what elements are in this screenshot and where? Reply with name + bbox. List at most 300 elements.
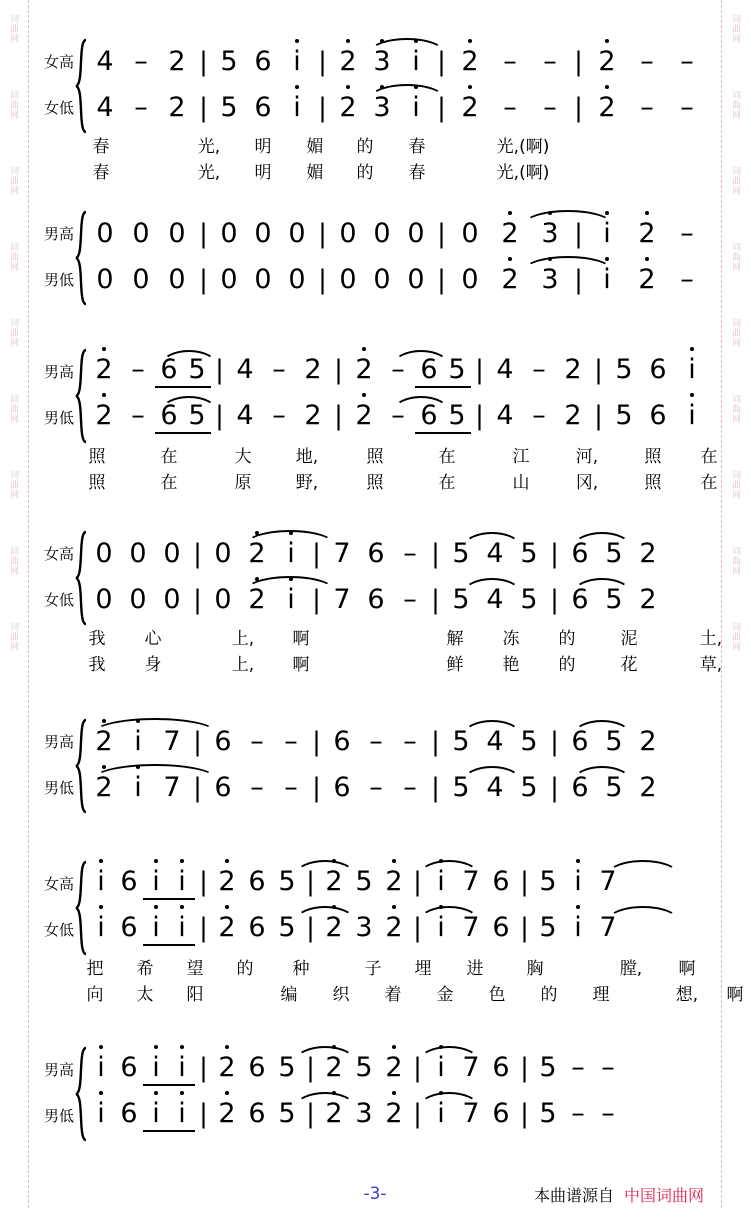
note: 2 [168,91,186,123]
note: 2 [304,354,322,385]
notes-bass [87,1092,720,1138]
voice-label-bass: 男低 [43,270,74,289]
lyrics-line-2: 春 光, 明 媚 的 春 光,(啊) [92,163,550,183]
watermark-text: 词曲网 [731,14,741,44]
note: i [87,912,115,943]
note: – [131,400,145,431]
note: – [403,771,417,803]
barline: | [193,726,202,757]
voice-label-bass: 男低 [43,778,74,797]
note: 2 [639,583,657,615]
credit-prefix: 本曲谱源自 [533,1185,614,1205]
note: 6 [155,400,183,434]
note: 2 [379,1052,409,1083]
barline: | [193,584,202,615]
watermark-text: 词曲网 [9,318,19,348]
stave-row [30,348,720,394]
note: i [426,912,456,943]
note: 2 [450,92,490,123]
watermark-text: 词曲网 [9,166,19,196]
note: 6 [492,912,510,943]
note: 4 [496,354,514,385]
slur [393,350,449,365]
note: 0 [288,217,306,249]
note: – [134,91,148,123]
note: 7 [333,537,351,569]
note: 2 [379,866,409,897]
note: 4 [96,45,114,77]
note: 6 [155,354,183,388]
stave-row [30,764,720,810]
slur [295,906,355,921]
voice-label-alto: 女低 [43,590,74,609]
note: – [391,354,405,385]
notes-bass [87,764,720,810]
barline: | [475,355,484,385]
note: 6 [120,866,138,897]
note: – [403,583,417,615]
note: i [563,866,593,897]
note: 6 [248,1098,266,1129]
note: 0 [339,217,357,249]
note: 3 [365,92,399,123]
note: 2 [627,218,667,249]
stave-row [30,906,720,952]
note: i [587,264,627,295]
note: 2 [304,400,322,431]
note: 3 [355,912,373,943]
voice-label-alto: 女低 [43,98,74,117]
note: 6 [333,725,351,757]
note: 4 [486,537,504,569]
note: 5 [278,1052,296,1083]
note: 6 [571,725,589,757]
system-1 [30,38,720,182]
note: 5 [539,912,557,943]
notes-bass [87,256,720,302]
note: 0 [168,217,186,249]
note: 0 [96,263,114,295]
note: 2 [639,537,657,569]
note: 2 [212,912,242,943]
note: i [426,1098,456,1129]
note: 0 [168,263,186,295]
barline: | [318,264,327,295]
note: 0 [163,537,181,569]
note: 0 [461,217,479,249]
note: 0 [132,263,150,295]
note: 2 [347,354,381,385]
note: 2 [87,726,121,757]
note: i [399,46,433,77]
barline: | [437,92,446,123]
notes-soprano [87,38,720,84]
note: 2 [212,1052,242,1083]
note: 6 [649,400,667,431]
note: 5 [520,771,538,803]
note: 0 [373,263,391,295]
note: 5 [220,91,238,123]
note: 2 [587,46,627,77]
note: 5 [443,354,471,388]
note: 0 [129,537,147,569]
note: i [274,584,308,615]
note: 0 [132,217,150,249]
note: 3 [530,218,570,249]
note: 5 [355,866,373,897]
note: 0 [214,583,232,615]
slur [419,1092,479,1107]
note: 5 [183,400,211,434]
watermark-text: 词曲网 [731,90,741,120]
note: – [503,45,517,77]
notes-alto [87,906,720,952]
system-3 [30,348,720,492]
note: – [640,91,654,123]
credit-site-name[interactable]: 中国词曲网 [623,1185,704,1205]
note: 6 [492,1052,510,1083]
note: i [426,1052,456,1083]
note: 5 [355,1052,373,1083]
voice-label-soprano: 女高 [43,52,74,71]
note: 2 [87,400,121,431]
slur [93,718,217,733]
note: 6 [214,725,232,757]
notes-tenor [87,210,720,256]
note: 5 [220,45,238,77]
watermark-text: 词曲网 [731,318,741,348]
note: 6 [254,45,272,77]
barline: | [413,867,422,897]
voice-label-bass: 男低 [43,408,74,427]
note: 5 [452,771,470,803]
slur [463,720,521,735]
note: 2 [347,400,381,431]
note: 2 [379,912,409,943]
note: i [121,726,155,757]
barline: | [199,867,208,897]
note: 6 [649,354,667,385]
barline: | [199,1053,208,1083]
notes-alto [87,84,720,130]
barline: | [312,538,321,569]
barline: | [413,913,422,943]
note: – [532,354,546,385]
system-2 [30,210,720,302]
lyric-row-2 [30,466,720,492]
note: 6 [214,771,232,803]
note: 6 [571,537,589,569]
note: 4 [486,771,504,803]
note: 6 [367,537,385,569]
note: i [87,866,115,897]
note: 7 [462,866,480,897]
note: i [675,354,709,385]
note: i [169,912,195,946]
barline: | [306,913,315,943]
barline: | [199,264,208,295]
slur [393,396,449,411]
barline: | [520,1099,529,1129]
barline: | [550,726,559,757]
note: 6 [415,354,443,388]
note: i [143,912,169,946]
note: 0 [407,217,425,249]
note: 6 [415,400,443,434]
note: i [563,912,593,943]
watermark-column-left [0,0,29,1208]
watermark-text: 词曲网 [9,14,19,44]
note: 6 [571,583,589,615]
note: 6 [254,91,272,123]
note: i [87,1098,115,1129]
note: 4 [486,725,504,757]
note: 5 [278,1098,296,1129]
lyrics-line-2: 我 身 上, 啊 鲜 艳 的 花 草, [88,655,723,675]
watermark-text: 词曲网 [731,470,741,500]
note: i [169,1052,195,1086]
note: – [503,91,517,123]
note: 4 [96,91,114,123]
barline: | [318,92,327,123]
note: 5 [605,725,623,757]
lyric-row-2 [30,648,723,675]
note: 2 [319,866,349,897]
note: – [403,537,417,569]
watermark-text: 词曲网 [731,166,741,196]
note: – [131,354,145,385]
stave-row [30,1092,720,1138]
note: i [169,1098,195,1132]
notes-soprano [87,530,720,576]
note: i [675,400,709,431]
credit-line [534,1183,704,1206]
watermark-text: 词曲网 [731,546,741,576]
note: 0 [288,263,306,295]
note: 0 [407,263,425,295]
barline: | [312,584,321,615]
note: i [143,1052,169,1086]
note: – [391,400,405,431]
barline: | [437,218,446,249]
note: 2 [490,218,530,249]
note: – [403,725,417,757]
slur [607,860,679,875]
stave-row [30,718,720,764]
note: – [369,771,383,803]
lyrics-line-1: 春 光, 明 媚 的 春 光,(啊) [92,137,550,157]
note: i [280,92,314,123]
note: 5 [605,771,623,803]
stave-row [30,84,720,130]
note: 2 [450,46,490,77]
note: 5 [520,537,538,569]
slur [419,860,479,875]
note: 4 [236,354,254,385]
note: 2 [331,46,365,77]
note: 5 [443,400,471,434]
note: 2 [639,771,657,803]
slur [463,532,521,547]
notes-tenor [87,718,720,764]
note: 2 [240,538,274,569]
note: 0 [373,217,391,249]
note: 7 [462,1052,480,1083]
barline: | [215,401,224,431]
notes-alto [87,576,720,622]
system-4 [30,530,723,675]
note: 6 [120,912,138,943]
voice-label-soprano: 女高 [43,874,74,893]
watermark-text: 词曲网 [9,622,19,652]
note: 0 [220,217,238,249]
note: – [543,45,557,77]
barline: | [318,218,327,249]
slur [573,766,631,781]
slur [295,860,355,875]
note: i [426,866,456,897]
stave-row [30,1046,720,1092]
lyric-row-1 [30,952,720,978]
note: 5 [452,725,470,757]
note: 6 [333,771,351,803]
barline: | [594,401,603,431]
note: – [571,1052,585,1083]
note: 6 [248,1052,266,1083]
note: 0 [163,583,181,615]
note: 7 [333,583,351,615]
note: 2 [587,92,627,123]
note: 0 [95,583,113,615]
barline: | [550,584,559,615]
watermark-text: 词曲网 [731,622,741,652]
note: – [284,771,298,803]
watermark-text: 词曲网 [731,394,741,424]
note: – [532,400,546,431]
stave-row [30,530,720,576]
note: – [369,725,383,757]
slur [463,578,521,593]
note: – [250,725,264,757]
notes-tenor [87,348,720,394]
note: – [134,45,148,77]
note: 5 [278,866,296,897]
note: 5 [615,354,633,385]
note: 0 [461,263,479,295]
note: 2 [87,354,121,385]
barline: | [193,772,202,803]
note: – [250,771,264,803]
slur [523,256,613,271]
note: 0 [220,263,238,295]
slur [573,578,631,593]
system-7 [30,1046,720,1138]
notes-soprano [87,860,720,906]
stave-row [30,394,720,440]
barline: | [594,355,603,385]
slur [161,396,217,411]
note: i [143,1098,169,1132]
note: 6 [248,866,266,897]
note: i [280,46,314,77]
slur [573,532,631,547]
note: 2 [319,1052,349,1083]
note: – [272,354,286,385]
note: 7 [599,912,617,943]
voice-label-bass: 男低 [43,1106,74,1125]
note: – [543,91,557,123]
stave-row [30,256,720,302]
note: 2 [319,912,349,943]
note: 2 [564,400,582,431]
note: 0 [95,537,113,569]
note: 6 [571,771,589,803]
note: 5 [452,537,470,569]
watermark-text: 词曲网 [9,242,19,272]
stave-row [30,576,720,622]
note: – [601,1052,615,1083]
barline: | [193,538,202,569]
note: – [571,1098,585,1129]
barline: | [306,1053,315,1083]
note: 3 [530,264,570,295]
note: 2 [168,45,186,77]
lyrics-line-1: 把 希 望 的 种 子 埋 进 胸 膛, 啊 [86,959,696,979]
note: 0 [96,217,114,249]
lyrics-line-1: 照 在 大 地, 照 在 江 河, 照 在 [88,447,718,467]
barline: | [199,218,208,249]
note: 5 [539,1052,557,1083]
note: 2 [331,92,365,123]
note: 5 [183,354,211,388]
note: 6 [367,583,385,615]
barline: | [312,726,321,757]
slur [93,764,217,779]
note: – [601,1098,615,1129]
stave-row [30,38,720,84]
note: 2 [212,866,242,897]
voice-label-tenor: 男高 [43,362,74,381]
note: – [284,725,298,757]
note: – [680,217,694,249]
barline: | [431,726,440,757]
stave-row [30,210,720,256]
note: 0 [214,537,232,569]
note: 5 [615,400,633,431]
barline: | [574,92,583,123]
note: 5 [605,537,623,569]
barline: | [199,46,208,77]
barline: | [437,46,446,77]
note: 5 [539,866,557,897]
note: 6 [248,912,266,943]
note: 5 [520,725,538,757]
system-5 [30,718,720,810]
note: 4 [486,583,504,615]
barline: | [550,538,559,569]
barline: | [431,584,440,615]
note: i [274,538,308,569]
lyric-row-2 [30,156,720,182]
watermark-text: 词曲网 [9,546,19,576]
lyrics-line-2: 向 太 阳 编 织 着 金 色 的 理 想, 啊 [86,985,744,1005]
barline: | [306,1099,315,1129]
note: i [399,92,433,123]
slur [161,350,217,365]
watermark-text: 词曲网 [9,394,19,424]
note: 6 [492,1098,510,1129]
note: 7 [462,1098,480,1129]
